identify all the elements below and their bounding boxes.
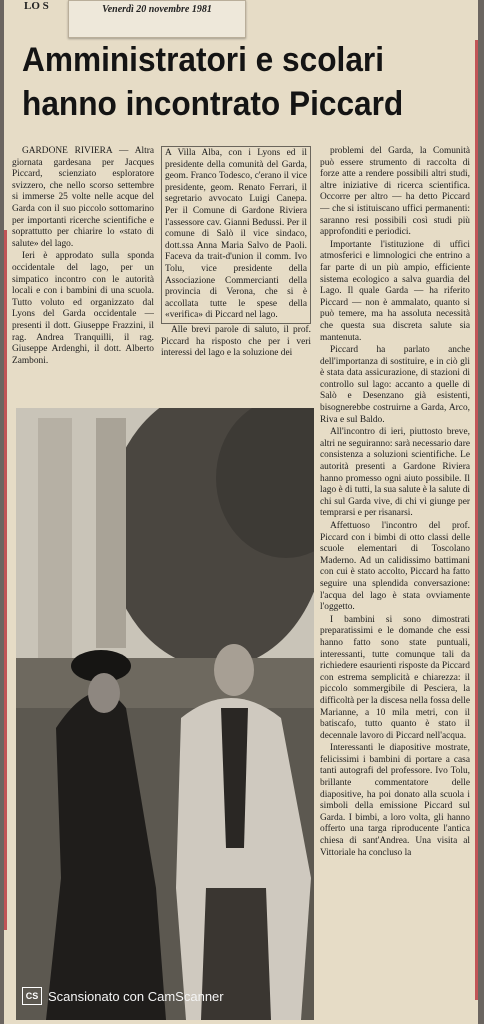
newspaper-clipping (4, 0, 478, 1024)
news-photo-drawing (16, 408, 314, 1020)
paragraph: problemi del Garda, la Comunità può essere strumento di raccolta di forze atte a rendere possibili altri studi, altre iniziative di ricerca scientifica. Occorre per altro — ha detto Piccard — che si istituiscano uffici permanenti: saranno resi possibili così studi più approfonditi e periodici. (320, 146, 470, 238)
headline (22, 38, 431, 126)
paragraph: Importante l'istituzione di uffici atmosferici e limnologici che entrino a far parte di un più ampio, efficiente sistema ecologico a salva guardia del Lago. Il quale Garda — ha riferito Piccard — non è ammalato, quanto si può temere, ma ha assoluta necessità che questa sua discreta salute sia mantenuta. (320, 239, 470, 343)
masthead-fragment: LO S (24, 0, 49, 12)
paragraph: GARDONE RIVIERA — Altra giornata gardesana per Jacques Piccard, scienziato esploratore svizzero, che nello scorso settembre si immerse 25 volte nelle acque del Garda con il suo piccolo sottomarino per importanti ricerche scientifiche e soprattutto per chiarire lo «stato di salute» del lago. (12, 146, 154, 249)
paragraph: Piccard ha parlato anche dell'importanza di sostituire, e in ciò gli è stata data assicurazione, di stazioni di controllo sul lago: accanto a quelle di Salò e Desenzano già esistenti, bisognerebbe costruirne a Garda, Arco, Riva e sul Baldo. (320, 345, 470, 425)
article-column-2 (161, 146, 311, 398)
article-column-3 (320, 146, 470, 1024)
paragraph: Interessanti le diapositive mostrate, felicissimi i bambini di portare a casa tanti autografi del professore. Ivo Tolu, brillante commentatore delle diapositive, ha poi donato alla scuola i simboli della emissione Piccard sul Garda. I bimbi, a loro volta, gli hanno offerto una targa riproducente l'antica chiesa di sant'Andrea. Una visita al Vittoriale ha concluso la (320, 743, 470, 858)
date-label: Venerdì 20 novembre 1981 (68, 0, 246, 38)
headline-line-1: Amministratori e scolari (22, 41, 385, 79)
red-margin-mark-left (4, 230, 7, 930)
watermark-text: Scansionato con CamScanner (48, 988, 224, 1004)
paragraph: Ieri è approdato sulla sponda occidentale del lago, per un simpatico incontro con le autorità locali e con i bambini di una scuola. Tutto voluto ed organizzato dal Lyons del Garda occidentale — presenti il dott. Giuseppe Frazzini, il rag. Andrea Tranquilli, il rag. Giuseppe Ardenghi, il dott. Alberto Zamboni. (12, 251, 154, 366)
scan-watermark (22, 986, 322, 1006)
paragraph: All'incontro di ieri, piuttosto breve, altri ne seguiranno: sarà necessario dare consistenza a soluzioni scientifiche. Le autorità presenti a Gardone Riviera hanno promesso ogni aiuto possibile. Il lago è di tutti, la sua salute è la salute di chi sul Garda vive, di chi vi giunge per temprarsi e per risanarsi. (320, 427, 470, 519)
headline-line-2: hanno incontrato Piccard (22, 85, 404, 123)
red-margin-mark-right (475, 40, 478, 1000)
camscanner-logo-icon: CS (22, 987, 42, 1005)
paragraph: Alle brevi parole di saluto, il prof. Piccard ha risposto che per i veri interessi del lago e la soluzione dei (161, 324, 311, 359)
article-column-1 (12, 146, 154, 398)
paragraph: Affettuoso l'incontro del prof. Piccard con i bimbi di otto classi delle scuole elementari di Toscolano Maderno. Ad un calidissimo battimani con cui è stato accolto, Piccard ha fatto seguire una splendida conversazione: l'acqua del lago è stata ovviamente l'oggetto. (320, 521, 470, 613)
news-photo (16, 408, 314, 1020)
boxed-paragraph: A Villa Alba, con i Lyons ed il presidente della comunità del Garda, geom. Franco Todesco, c'erano il vice presidente, geom. Renato Ferrari, il segretario avvocato Luigi Canepa. Per il Comune di Gardone Riviera l'assessore cav. Gianni Bedussi. Per il comune di Salò il vice sindaco, dott.ssa Anna Maria Salvo de Paoli. Faceva da trait-d'union il comm. Ivo Tolu, vice presidente della Associazione Commercianti della provincia di Verona, che si è accollata tutte le spese della «verifica» di Piccard nel lago. (161, 146, 311, 324)
paragraph: I bambini si sono dimostrati preparatissimi e le domande che essi hanno fatto sono state puntuali, interessanti, tutte comunque tali da richiedere esaurienti risposte da Piccard con estrema semplicità e chiarezza: il piccolo sommergibile di Pesciera, la difficoltà per la discesa nella fossa delle Marianne, a 10 mila metri, con il batiscafo, tutto quanto è stato il decennale lavoro di Piccard nell'acqua. (320, 614, 470, 741)
